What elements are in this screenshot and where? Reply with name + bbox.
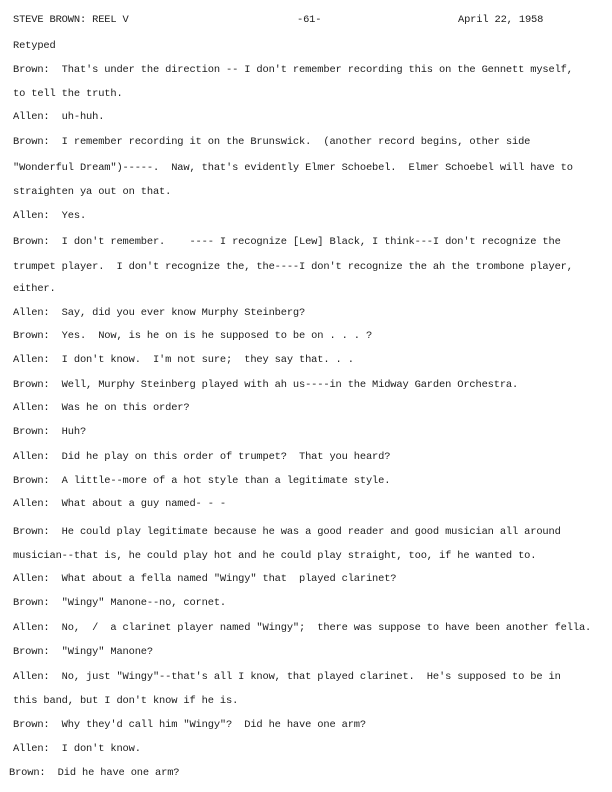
transcript-line: Allen: I don't know. I'm not sure; they say that. . .: [13, 354, 354, 366]
transcript-line: Allen: No, just "Wingy"--that's all I know, that played clarinet. He's supposed to be in: [13, 671, 561, 683]
transcript-line: Allen: Say, did you ever know Murphy Steinberg?: [13, 307, 306, 319]
transcript-line: Brown: Huh?: [13, 426, 87, 438]
transcript-line: "Wonderful Dream")-----. Naw, that's evidently Elmer Schoebel. Elmer Schoebel will have to: [13, 162, 573, 174]
transcript-line: Brown: Yes. Now, is he on is he supposed to be on . . . ?: [13, 330, 373, 342]
transcript-line: to tell the truth.: [13, 88, 123, 100]
transcript-line: Allen: What about a fella named "Wingy" that played clarinet?: [13, 573, 397, 585]
transcript-line: Brown: Why they'd call him "Wingy"? Did he have one arm?: [13, 719, 366, 731]
transcript-line: Brown: I don't remember. ---- I recognize [Lew] Black, I think---I don't recognize the: [13, 236, 561, 248]
transcript-line: Brown: He could play legitimate because he was a good reader and good musician all around: [13, 526, 561, 538]
transcript-line: Brown: A little--more of a hot style than a legitimate style.: [13, 475, 391, 487]
transcript-line: either.: [13, 283, 56, 295]
transcript-line: musician--that is, he could play hot and he could play straight, too, if he wanted to.: [13, 550, 537, 562]
header-title: STEVE BROWN: REEL V: [13, 14, 129, 26]
transcript-line: Brown: "Wingy" Manone?: [13, 646, 153, 658]
transcript-line: Allen: Yes.: [13, 210, 87, 222]
retyped-note: Retyped: [13, 40, 56, 52]
transcript-line: Brown: Well, Murphy Steinberg played with ah us----in the Midway Garden Orchestra.: [13, 379, 519, 391]
transcript-line: Brown: "Wingy" Manone--no, cornet.: [13, 597, 226, 609]
transcript-line: Allen: uh-huh.: [13, 111, 105, 123]
transcript-line: Brown: I remember recording it on the Brunswick. (another record begins, other side: [13, 136, 531, 148]
transcript-line: Allen: No, / a clarinet player named "Wingy"; there was suppose to have been another fella.: [13, 622, 592, 634]
transcript-line: Brown: Did he have one arm?: [9, 767, 180, 779]
transcript-line: straighten ya out on that.: [13, 186, 172, 198]
header-date: April 22, 1958: [458, 14, 544, 26]
transcript-line: Allen: What about a guy named- - -: [13, 498, 226, 510]
transcript-line: Allen: I don't know.: [13, 743, 141, 755]
transcript-line: Allen: Did he play on this order of trumpet? That you heard?: [13, 451, 391, 463]
transcript-line: Brown: That's under the direction -- I don't remember recording this on the Gennett myself,: [13, 64, 573, 76]
transcript-line: trumpet player. I don't recognize the, the----I don't recognize the ah the trombone player,: [13, 261, 573, 273]
transcript-line: this band, but I don't know if he is.: [13, 695, 239, 707]
page-number: -61-: [297, 14, 322, 26]
transcript-line: Allen: Was he on this order?: [13, 402, 190, 414]
